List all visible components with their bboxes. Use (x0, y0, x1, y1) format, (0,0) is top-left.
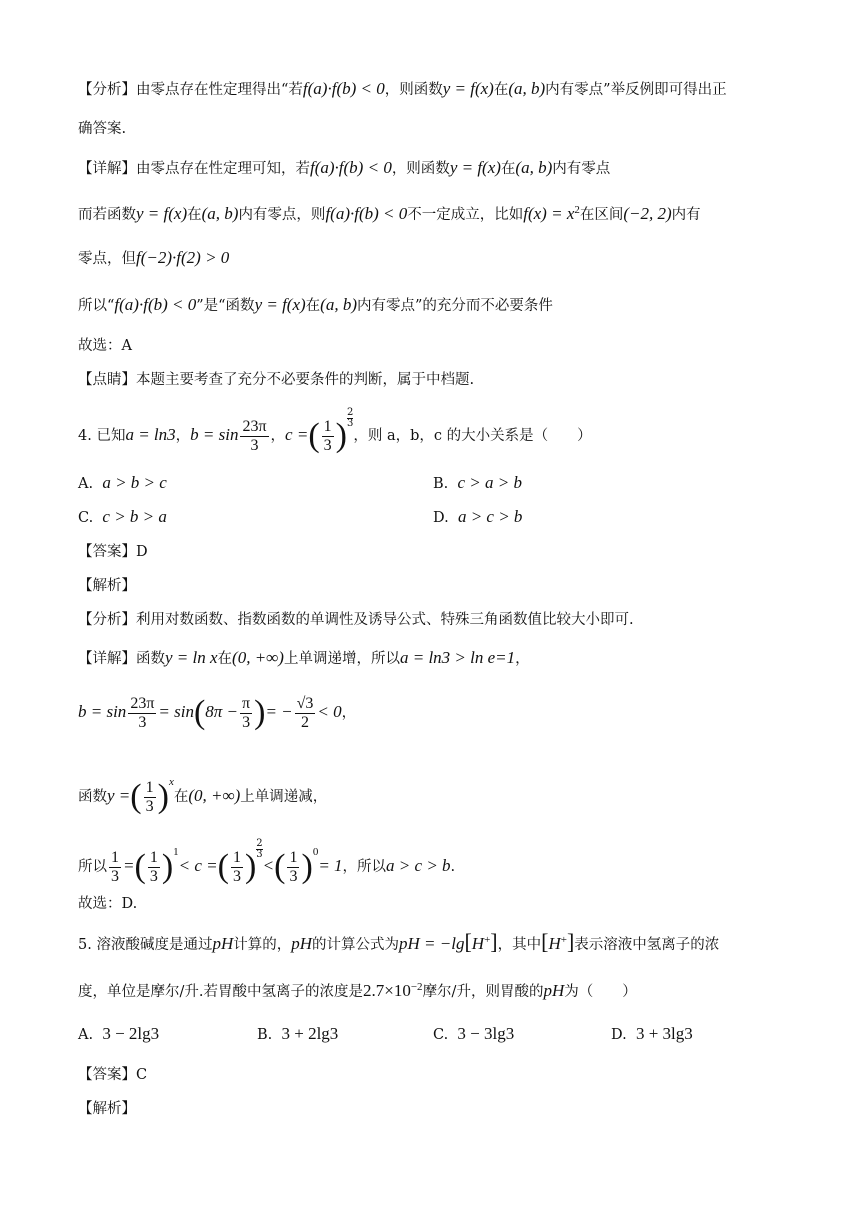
text: ，所以 (342, 859, 387, 875)
text: ，则函数 (391, 161, 450, 177)
math: a > c > b (386, 856, 451, 875)
math: < (262, 856, 275, 875)
math: y = f(x) (254, 295, 306, 314)
text: 函数 (136, 651, 165, 667)
denominator: 3 (242, 713, 251, 731)
detail-4-line-3 (78, 760, 327, 819)
text: 【答案】C (78, 1067, 148, 1083)
numerator: 2 (346, 407, 354, 418)
text: ，其中 (497, 936, 542, 953)
text: 不一定成立，比如 (407, 206, 524, 223)
text: 为（ ） (564, 983, 637, 1000)
fraction: $\frac{1}{3}$ (149, 848, 158, 885)
option-text: a > c > b (457, 507, 523, 526)
detail-4-line-1 (78, 647, 530, 670)
fraction (128, 695, 156, 732)
fraction (144, 779, 156, 816)
text: 在 (217, 651, 233, 667)
text: 计算的， (233, 936, 292, 953)
text: 内有零点”的充分而不必要条件 (357, 298, 553, 314)
option-b (257, 1024, 338, 1044)
math: f(a)·f(b) < 0 (310, 158, 392, 177)
math: (−2, 2) (623, 203, 672, 223)
fraction (109, 849, 121, 886)
math: = 1 (318, 856, 343, 875)
jiexi-4 (78, 575, 136, 597)
detail-4-line-2 (78, 690, 356, 735)
superscript: 2 (574, 204, 580, 216)
math: f(a)·f(b) < 0 (302, 79, 385, 98)
text: 故选：D. (78, 896, 138, 912)
option-text: a > b > c (102, 473, 167, 492)
question-number: 5. 溶液酸碱度是通过 (78, 936, 213, 953)
option-d (433, 507, 522, 527)
answer-4 (78, 541, 148, 563)
choice-line (78, 335, 132, 357)
question-number: 4. 已知 (78, 428, 126, 444)
detail-tag: 【详解】 (78, 651, 136, 667)
option-text: c > b > a (102, 507, 167, 526)
text: ， (270, 428, 286, 444)
analysis-tag: 【分析】 (78, 612, 136, 628)
denominator: 3 (323, 436, 332, 454)
text: . (450, 859, 456, 875)
fraction: $\frac{1}{3}$ (232, 848, 241, 885)
denominator: 3 (111, 867, 119, 885)
text: 【解析】 (78, 578, 136, 594)
math: b = sin (78, 702, 127, 721)
denominator: 3 (256, 849, 263, 860)
math: = (123, 856, 135, 875)
math: y = ln x (165, 648, 218, 667)
text: 内有零点，则 (238, 206, 326, 223)
numerator: 1 (111, 848, 119, 866)
paren-close: ) (301, 848, 313, 885)
text: 函数 (78, 789, 107, 805)
math: (0, +∞) (232, 648, 284, 667)
math: H (471, 933, 485, 953)
math: pH (291, 933, 313, 953)
paren-open: ( (274, 848, 286, 885)
question-4 (78, 408, 592, 458)
answer-5 (78, 1064, 147, 1086)
paren-close: ) (254, 694, 266, 731)
denominator: 3 (145, 797, 154, 815)
numerator: 23π (130, 694, 155, 712)
math: pH (212, 933, 234, 953)
math: (a, b) (515, 158, 553, 177)
text: ， (515, 651, 530, 667)
jiexi-5 (78, 1098, 136, 1120)
tip-tag: 【点睛】 (78, 372, 136, 388)
math: = − (265, 702, 293, 721)
numerator: 1 (145, 778, 154, 796)
math: y = (107, 786, 131, 805)
text: 而若函数 (78, 206, 136, 223)
option-b (433, 473, 522, 493)
math: (0, +∞) (188, 786, 241, 805)
text: 度，单位是摩尔/升.若胃酸中氢离子的浓度是 (78, 983, 363, 1000)
bracket-close: ] (566, 928, 575, 954)
denominator: 3 (250, 436, 259, 454)
math: f(a)·f(b) < 0 (325, 203, 408, 223)
math: (a, b) (508, 79, 546, 98)
math: H (548, 933, 561, 953)
option-text: 3 + 3lg3 (635, 1024, 693, 1043)
denominator: 2 (301, 713, 310, 731)
detail-line-3 (78, 247, 229, 270)
text: 由零点存在性定理可知，若 (136, 161, 310, 177)
text: 零点，但 (78, 251, 136, 267)
text: ， (175, 428, 191, 444)
option-text: 3 − 3lg3 (457, 1024, 515, 1043)
text: 在区间 (579, 206, 624, 223)
text: 在 (173, 789, 189, 805)
math: a = ln3 > ln e=1 (399, 648, 516, 667)
option-text: 3 − 2lg3 (102, 1024, 160, 1043)
math: y = f(x) (449, 158, 501, 177)
fraction (240, 418, 268, 455)
text: ，则 a，b，c 的大小关系是（ ） (353, 428, 592, 444)
analysis-tag: 【分析】 (78, 82, 136, 98)
option-c (78, 507, 167, 527)
option-c (433, 1024, 514, 1044)
bracket-open: [ (464, 928, 472, 954)
superscript: + (484, 934, 491, 946)
paren-close: ) (157, 778, 169, 815)
fraction (295, 695, 316, 732)
math: c = (285, 425, 309, 444)
numerator: 23π (242, 417, 267, 435)
detail-4-line-4 (78, 830, 455, 889)
fraction: $\frac{1}{3}$ (289, 848, 298, 885)
exponent: x (168, 776, 174, 788)
option-label: A. (78, 476, 94, 492)
text: 摩尔/升，则胃酸的 (422, 983, 544, 1000)
text: 由零点存在性定理得出“若 (136, 82, 303, 98)
text: 利用对数函数、指数函数的单调性及诱导公式、特殊三角函数值比较大小即可. (136, 612, 634, 628)
numerator: 1 (323, 417, 332, 435)
option-label: D. (433, 510, 449, 526)
math: pH (543, 980, 565, 1000)
math: a = ln3 (125, 425, 176, 444)
text: 确答案. (78, 121, 127, 137)
math: < 0 (317, 702, 342, 721)
tip-line (78, 369, 474, 391)
text: ”是“函数 (196, 298, 255, 314)
option-text: 3 + 2lg3 (281, 1024, 339, 1043)
option-label: A. (78, 1027, 94, 1043)
math: y = f(x) (442, 79, 494, 98)
option-text: c > a > b (457, 473, 522, 492)
paren-open: ( (193, 694, 206, 731)
text: 的计算公式为 (312, 936, 400, 953)
question-5-line-2 (78, 976, 637, 1003)
exponent-fraction (347, 408, 353, 429)
text: 在 (493, 82, 509, 98)
text: 本题主要考查了充分不必要条件的判断，属于中档题. (136, 372, 475, 388)
math: = sin (158, 702, 194, 721)
paren-close: ) (244, 848, 257, 885)
text: 在 (500, 161, 516, 177)
paren-open: ( (130, 778, 142, 815)
option-label: C. (78, 510, 94, 526)
question-5-line-1 (78, 929, 719, 956)
fenxi-4 (78, 609, 634, 631)
option-label: B. (257, 1027, 273, 1043)
math: y = f(x) (136, 203, 188, 223)
text: 所以 (78, 859, 107, 875)
numerator: √3 (296, 694, 314, 712)
bracket-open: [ (541, 928, 549, 954)
paren-close: ) (161, 848, 174, 885)
text: 故选：A (78, 338, 132, 354)
detail-line-2 (78, 199, 701, 226)
math: f(x) = x (523, 203, 575, 223)
math: f(−2)·f(2) > 0 (136, 248, 230, 267)
math: pH = −lg (399, 933, 465, 953)
paren-close: ) (335, 417, 347, 454)
choose-4 (78, 893, 137, 915)
paren-open: ( (134, 848, 146, 885)
text: 内有零点 (552, 161, 611, 177)
math: < c = (178, 856, 218, 875)
text: 内有零点”举反例即可得出正 (545, 82, 727, 98)
denominator: 3 (346, 418, 354, 429)
paren-open: ( (217, 848, 229, 885)
option-a (78, 1024, 159, 1044)
math: (a, b) (320, 295, 357, 314)
analysis-line-2 (78, 118, 126, 140)
fraction (322, 418, 334, 455)
math: 2.7×10 (363, 980, 411, 1000)
option-label: C. (433, 1027, 449, 1043)
fraction (240, 695, 252, 732)
exponent: 1 (173, 846, 179, 858)
option-d (611, 1024, 693, 1044)
math: f(a)·f(b) < 0 (114, 295, 197, 314)
detail-line-1 (78, 157, 610, 180)
text: 在 (187, 206, 202, 223)
paren-open: ( (308, 417, 320, 454)
exponent: 0 (312, 846, 319, 858)
text: 在 (305, 298, 321, 314)
option-a (78, 473, 167, 493)
detail-line-4 (78, 294, 553, 317)
math: 8π − (205, 702, 239, 721)
math: b = sin (190, 425, 239, 444)
text: 【解析】 (78, 1101, 136, 1117)
bracket-close: ] (490, 928, 498, 954)
numerator: π (242, 694, 251, 712)
text: 所以“ (78, 298, 115, 314)
superscript: + (560, 934, 567, 946)
text: 上单调递增，所以 (283, 651, 400, 667)
superscript: −2 (410, 981, 423, 993)
text: 表示溶液中氢离子的浓 (574, 936, 720, 953)
detail-tag: 【详解】 (78, 161, 136, 177)
option-label: B. (433, 476, 449, 492)
option-label: D. (611, 1027, 627, 1043)
math: (a, b) (201, 203, 239, 223)
denominator: 3 (138, 713, 147, 731)
analysis-line-1 (78, 78, 727, 101)
numerator: 2 (256, 838, 263, 849)
text: 【答案】D (78, 544, 148, 560)
text: ，则函数 (384, 82, 443, 98)
text: 内有 (671, 206, 701, 223)
text: 上单调递减， (240, 789, 328, 805)
text: ， (341, 705, 357, 721)
